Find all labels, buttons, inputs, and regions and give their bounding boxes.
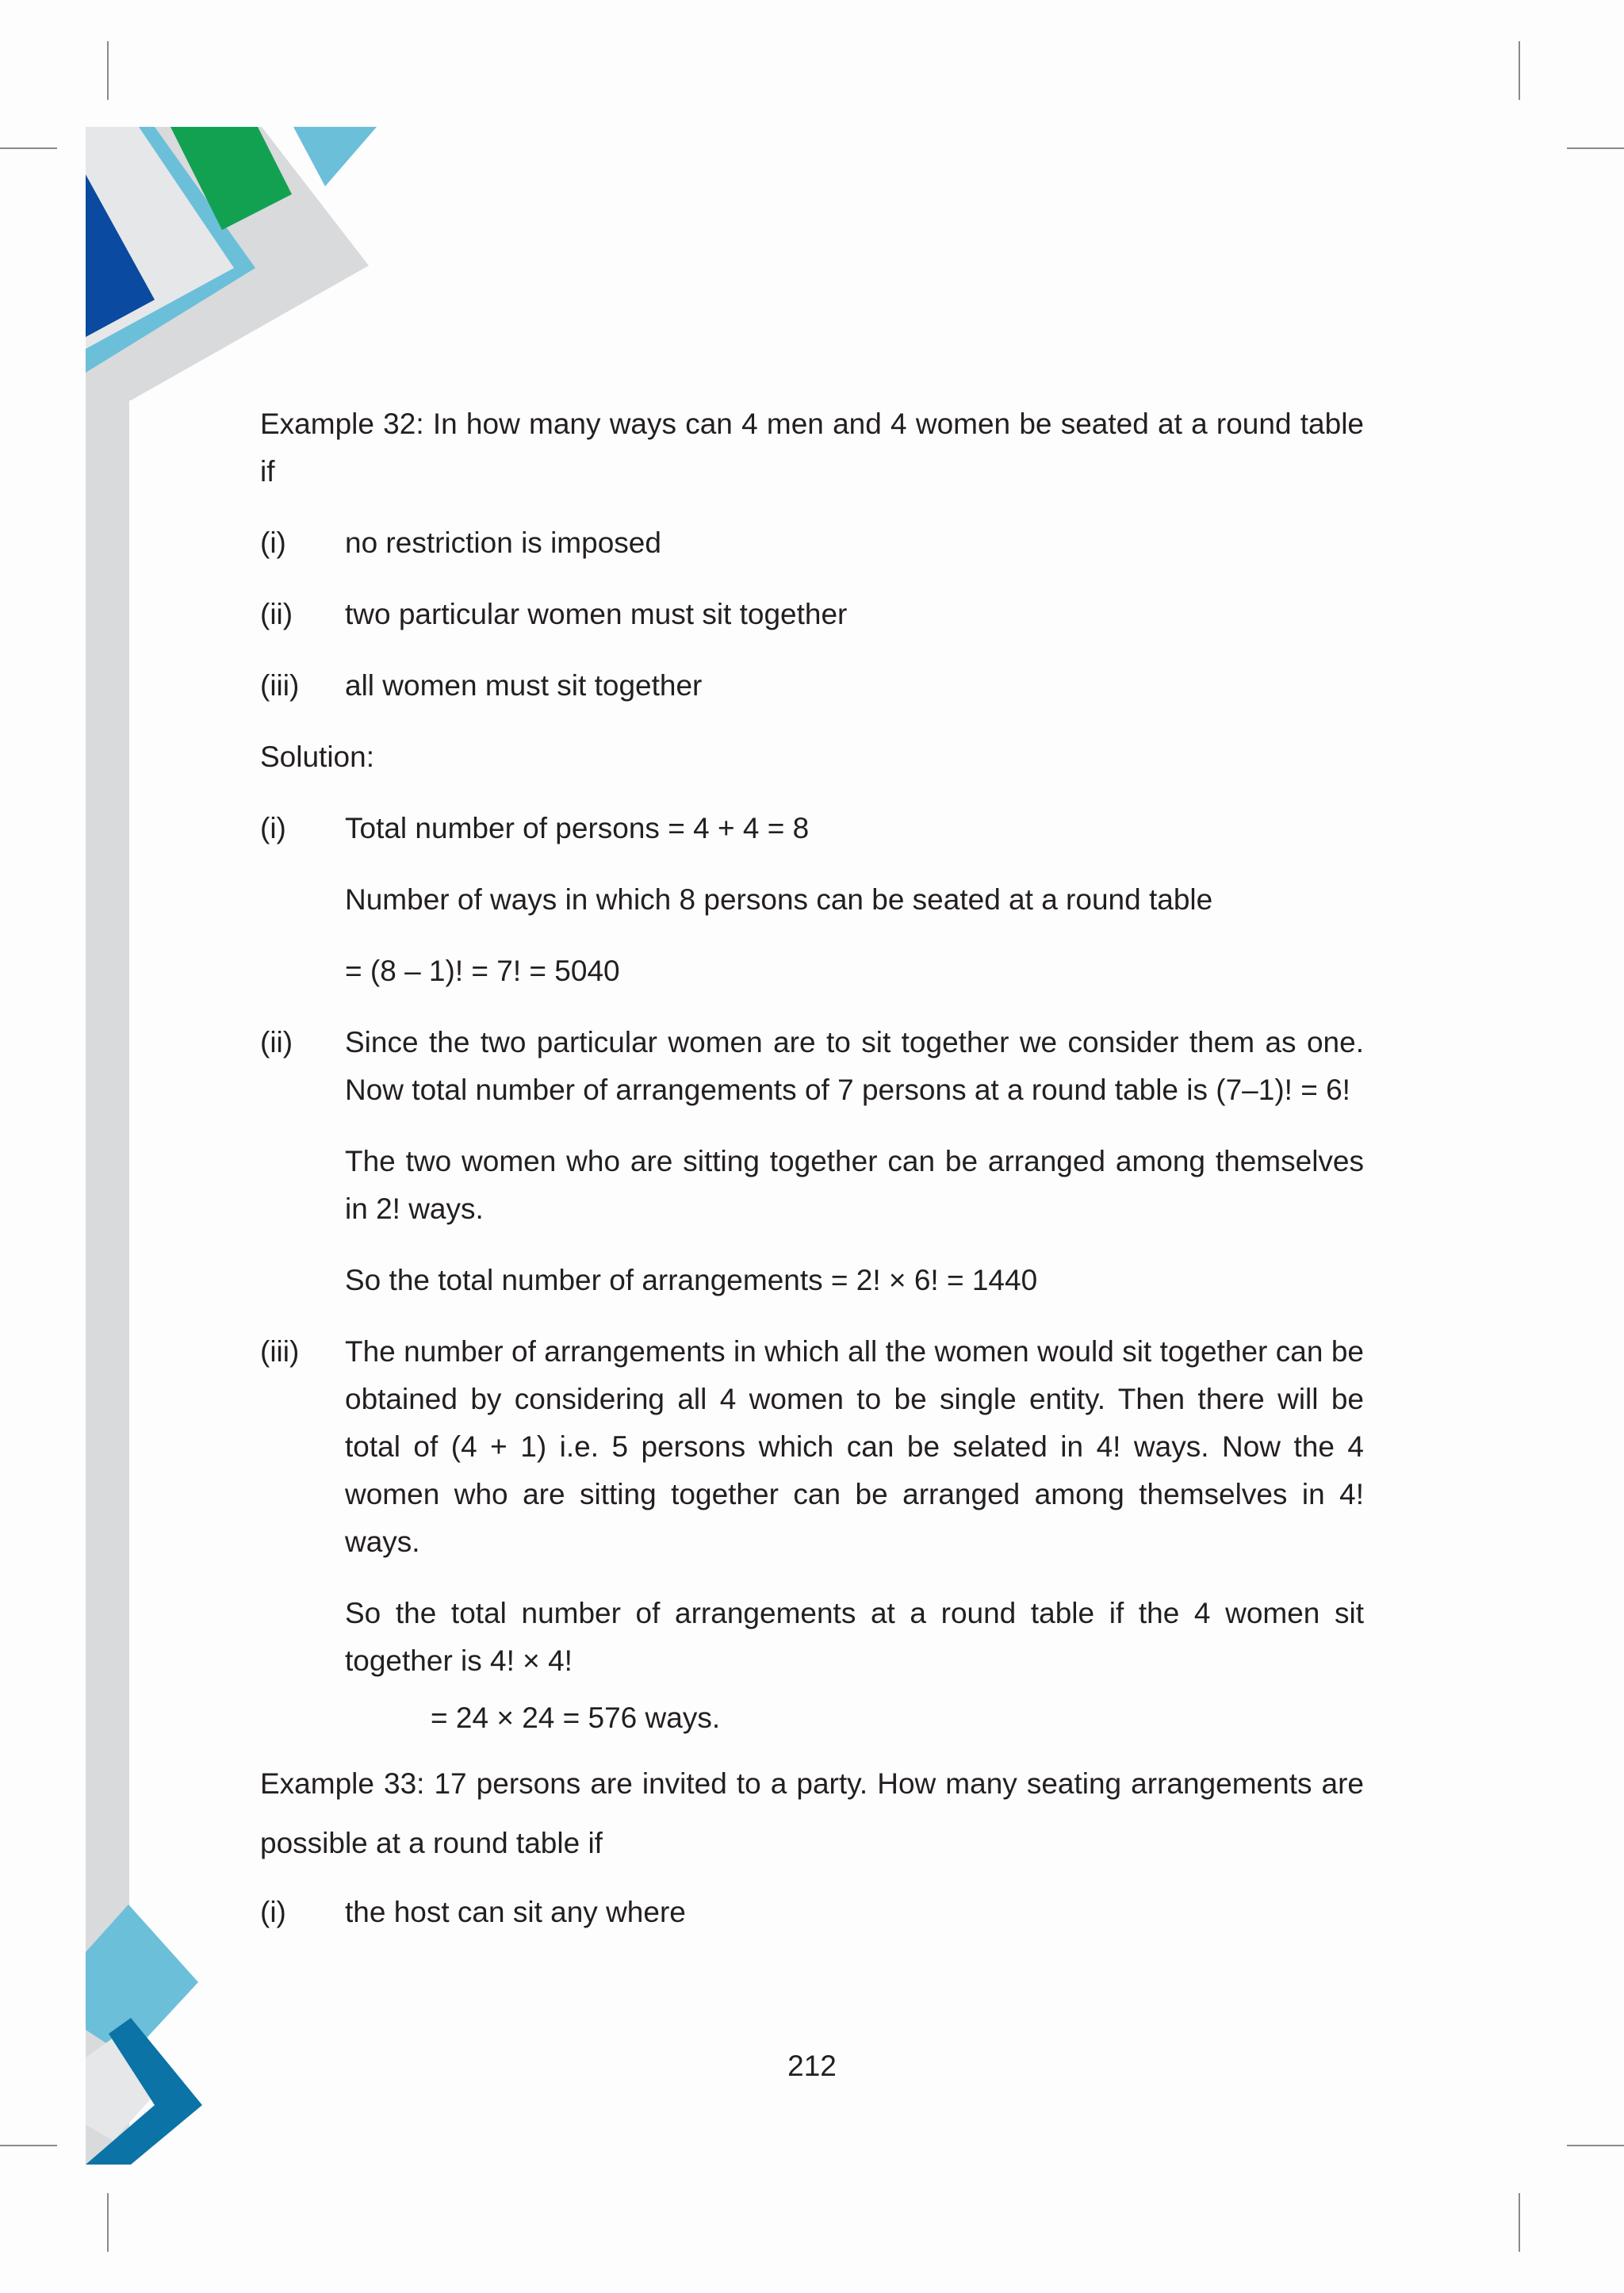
example-32-question: Example 32: In how many ways can 4 men and 4 women be seated at a round table if <box>260 408 1364 488</box>
example-32-option-i <box>260 519 1364 567</box>
part-number: (i) <box>260 812 286 844</box>
example-32-option-ii <box>260 591 1364 638</box>
option-text: no restriction is imposed <box>345 526 661 559</box>
solution-label: Solution: <box>260 741 374 773</box>
part-iii-result: = 24 × 24 = 576 ways. <box>431 1702 721 1734</box>
part-i-line-1: Total number of persons = 4 + 4 = 8 <box>345 812 810 844</box>
option-text: all women must sit together <box>345 669 703 702</box>
example-33-question: Example 33: 17 persons are invited to a party. How many seating arrangements are possible at a round table if <box>260 1767 1364 1859</box>
left-margin-strip <box>86 373 129 2165</box>
example-32-option-iii <box>260 662 1364 710</box>
example-33-option-i <box>260 1889 1364 1936</box>
part-i-line-2: Number of ways in which 8 persons can be seated at a round table <box>345 883 1213 916</box>
part-i-line-3: = (8 – 1)! = 7! = 5040 <box>345 955 620 987</box>
part-ii-paragraph-3: So the total number of arrangements = 2! × 6! = 1440 <box>345 1264 1038 1296</box>
option-number: (i) <box>260 526 286 559</box>
corner-sky-band <box>293 127 377 186</box>
part-ii-paragraph-2: The two women who are sitting together can be arranged among themselves in 2! ways. <box>345 1145 1364 1225</box>
page-content <box>260 400 1364 1936</box>
part-number: (iii) <box>260 1335 300 1368</box>
solution-part-i <box>260 805 1364 852</box>
option-text: the host can sit any where <box>345 1896 686 1928</box>
option-text: two particular women must sit together <box>345 598 848 630</box>
part-ii-paragraph-1: Since the two particular women are to sit together we consider them as one. Now total number of arrangements of 7 persons at a round table is (7–1)! = 6! <box>345 1026 1364 1106</box>
solution-part-iii <box>260 1328 1364 1566</box>
option-number: (i) <box>260 1896 286 1928</box>
option-number: (iii) <box>260 669 300 702</box>
solution-part-ii <box>260 1019 1364 1114</box>
part-number: (ii) <box>260 1026 293 1058</box>
page-number: 212 <box>787 2050 837 2082</box>
part-iii-paragraph-1: The number of arrangements in which all the women would sit together can be obtained by considering all 4 women to be single entity. Then there will be total of (4 + 1) i.e. 5 persons which can be selated in 4! ways. Now the 4 women who are sitting together can be arranged among themselves in 4! ways. <box>345 1335 1364 1558</box>
option-number: (ii) <box>260 598 293 630</box>
part-iii-paragraph-2: So the total number of arrangements at a round table if the 4 women sit together is 4! × 4! <box>345 1597 1364 1677</box>
